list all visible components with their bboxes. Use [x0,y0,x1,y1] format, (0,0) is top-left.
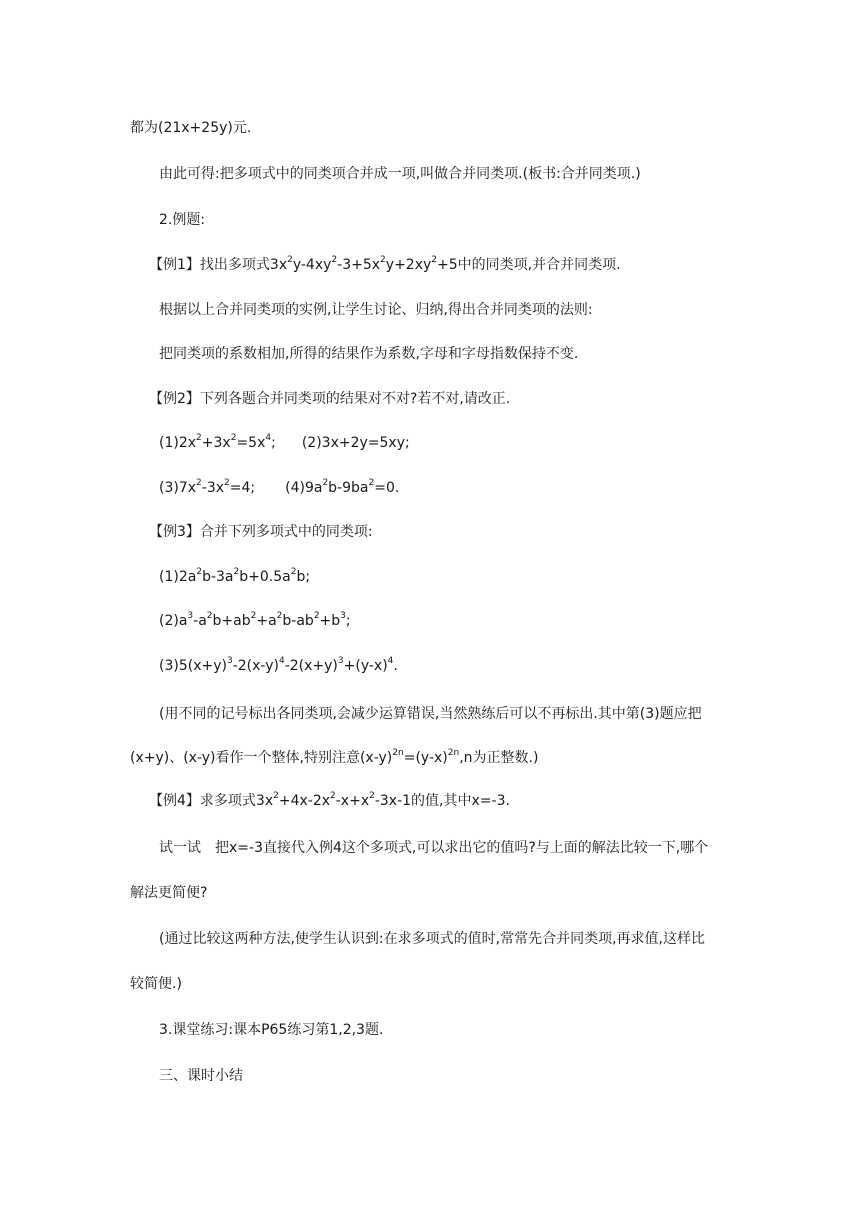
line-text: 2.例题: [159,212,206,228]
seg: =0. [374,480,400,496]
exponent: 2 [313,611,320,622]
seg: (2)a [159,613,188,629]
seg: (4)9a [285,480,323,496]
seg: b-3a [202,569,234,585]
seg: -3x-1的值,其中x=-3. [374,793,510,809]
exponent: 2 [196,567,203,578]
seg: y+2xy [385,257,432,273]
text-line [159,478,399,498]
seg: +5中的同类项,并合并同类项. [437,257,621,273]
seg: =5x [236,435,266,451]
exponent: 2 [431,255,438,266]
line-text: 试一试 把x=-3直接代入例4这个多项式,可以求出它的值吗?与上面的解法比较一下,哪个 [159,840,709,856]
line-text: 根据以上合并同类项的实例,让学生讨论、归纳,得出合并同类项的法则: [159,302,593,318]
text-line [159,567,310,587]
exponent: 2 [369,791,375,802]
text-line [159,344,578,364]
example-3-line [149,522,373,542]
line-text: (用不同的记号标出各同类项,会减少运算错误,当然熟练后可以不再标出.其中第(3)题应把 [159,706,702,722]
line-text: 都为(21x+25y)元. [130,120,252,136]
seg: b-ab [282,613,314,629]
seg: y-4xy [292,257,332,273]
section-heading [159,1066,243,1086]
text-line [159,300,593,320]
text-line [159,929,705,949]
seg: +4x-2x [278,793,331,809]
exponent: 3 [340,611,346,622]
text-line [130,748,538,768]
text-line [159,164,641,184]
exponent: 2 [290,567,297,578]
seg: . [393,658,398,674]
seg: (3)7x [159,480,197,496]
seg: ,n为正整数.) [459,750,539,766]
exponent: 2 [273,791,279,802]
exponent: 2 [250,611,257,622]
exponent: 3 [187,611,194,622]
exponent: 2 [206,611,213,622]
text-line [159,656,398,676]
seg: =(y-x) [403,750,448,766]
example-2-line [149,389,510,409]
exponent: 4 [278,656,285,667]
exponent: 2 [276,611,283,622]
seg: =4; [229,480,256,496]
seg: b-9ba [328,480,369,496]
seg: b+ab [212,613,251,629]
seg: ; [271,435,276,451]
seg: -a [193,613,207,629]
seg: -2(x+y) [284,658,338,674]
example-1-line [149,255,621,275]
line-text: 【例2】下列各题合并同类项的结果对不对?若不对,请改正. [149,391,511,407]
exponent: 2 [368,478,375,489]
seg: (3)5(x+y) [159,658,227,674]
line-text: 三、课时小结 [159,1068,243,1084]
seg: b; [296,569,311,585]
seg: +(y-x) [343,658,388,674]
text-line [130,883,207,903]
seg: (1)2x [159,435,197,451]
seg: +b [319,613,341,629]
text-line [159,1020,383,1040]
exponent: 4 [387,656,394,667]
line-text: 解法更简便? [130,885,208,901]
seg: -3+5x [337,257,381,273]
seg: -2(x-y) [232,658,279,674]
text-line [159,611,351,631]
exponent: 2 [230,433,237,444]
seg: -x+x [335,793,370,809]
exponent: 2 [196,433,202,444]
exponent: 2n [447,748,460,759]
exponent: 2 [224,478,230,489]
seg: ; [345,613,351,629]
text-line [130,118,251,138]
seg: (2)3x+2y=5xy; [301,435,410,451]
exponent: 2 [331,255,338,266]
line-text: 把同类项的系数相加,所得的结果作为系数,字母和字母指数保持不变. [159,346,579,362]
exponent: 2 [287,255,293,266]
seg: 【例1】找出多项式3x [149,257,288,273]
text-line [159,838,708,858]
exponent: 3 [226,656,233,667]
exponent: 2 [322,478,329,489]
exponent: 3 [337,656,344,667]
text-line [159,704,702,724]
line-text: 较简便.) [130,976,182,992]
seg: +3x [201,435,231,451]
line-text: (通过比较这两种方法,使学生认识到:在求多项式的值时,常常先合并同类项,再求值,这样比 [159,931,705,947]
seg: (1)2a [159,569,197,585]
seg: b+0.5a [239,569,291,585]
exponent: 2 [330,791,336,802]
line-text: 【例3】合并下列多项式中的同类项: [149,524,373,540]
text-line [130,974,182,994]
line-text: 由此可得:把多项式中的同类项合并成一项,叫做合并同类项.(板书:合并同类项.) [159,166,641,182]
exponent: 2 [196,478,202,489]
seg: -3x [201,480,225,496]
exponent: 2 [380,255,386,266]
exponent: 4 [265,433,272,444]
exponent: 2 [233,567,240,578]
seg: 【例4】求多项式3x [149,793,274,809]
text-line [159,210,205,230]
line-text: 3.课堂练习:课本P65练习第1,2,3题. [159,1022,384,1038]
example-4-line [149,791,510,811]
seg: +a [256,613,277,629]
exponent: 2n [392,748,404,759]
text-line [159,433,410,453]
seg: (x+y)、(x-y)看作一个整体,特别注意(x-y) [130,750,393,766]
